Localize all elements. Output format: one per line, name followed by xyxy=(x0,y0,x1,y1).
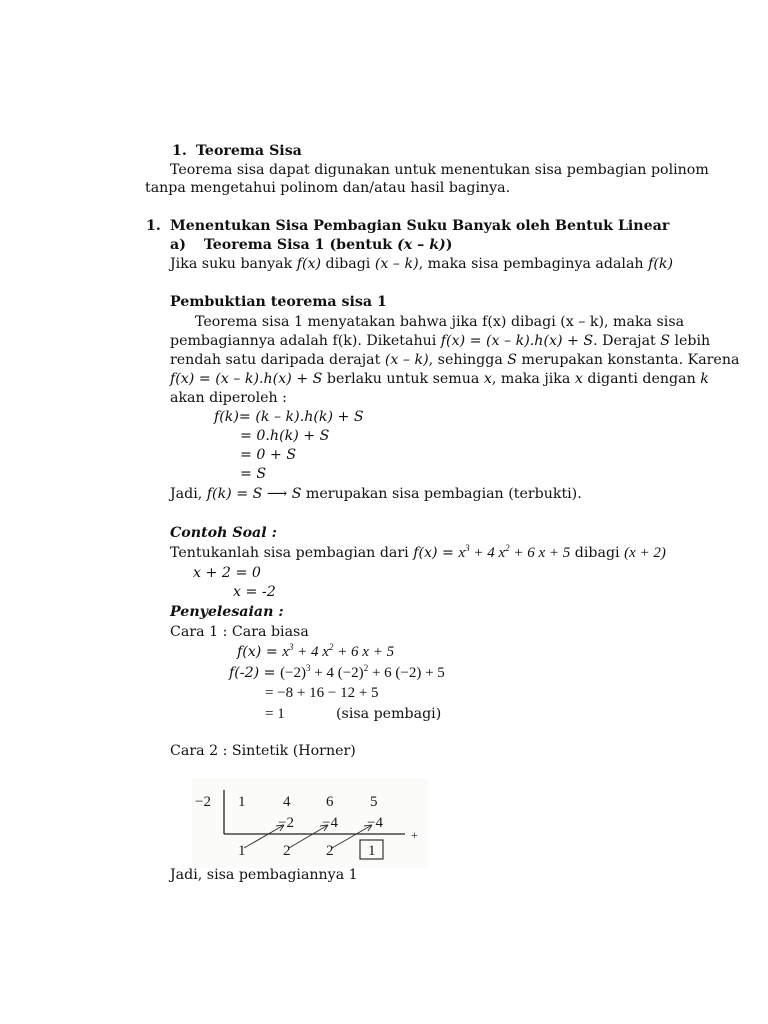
proof-text: merupakan konstanta. Karena xyxy=(521,352,740,368)
proof-line-4 xyxy=(170,370,709,388)
proof-math: (x – k) xyxy=(384,352,429,368)
proof-line-3 xyxy=(170,351,740,369)
horner-product: −4 xyxy=(367,815,383,831)
function-polynomial xyxy=(282,644,394,660)
proof-text: diganti dengan xyxy=(582,371,701,387)
statement-text: Jika suku banyak xyxy=(170,256,297,272)
horner-result: 2 xyxy=(283,843,291,859)
poly-exponent: 2 xyxy=(328,642,334,652)
horner-arrow xyxy=(289,825,328,848)
proof-equation-1: f(k)= (k – k).h(k) + S xyxy=(214,409,364,425)
subsection-title: Menentukan Sisa Pembagian Suku Banyak oleh Bentuk Linear xyxy=(170,218,670,234)
statement-fk: f(k) xyxy=(648,256,673,272)
statement-text: , maka sisa pembaginya adalah xyxy=(418,256,649,272)
substitution xyxy=(280,665,445,681)
proof-line-5: akan diperoleh : xyxy=(170,390,287,406)
proof-math: x xyxy=(574,371,583,387)
theorem-statement xyxy=(170,255,673,273)
proof-conclusion xyxy=(170,485,582,503)
proof-equation-3: = 0 + S xyxy=(240,447,297,463)
conclusion-text: merupakan sisa pembagian (terbukti). xyxy=(301,486,582,502)
proof-text: . Derajat xyxy=(593,333,661,349)
theorem-heading xyxy=(170,236,452,254)
statement-text: dibagi xyxy=(321,256,375,272)
section-number: 1. xyxy=(172,143,187,159)
method-1-line-3: = −8 + 16 − 12 + 5 xyxy=(265,685,379,701)
proof-text: lebih xyxy=(674,333,711,349)
proof-title: Pembuktian teorema sisa 1 xyxy=(170,294,387,310)
horner-result: 2 xyxy=(326,843,334,859)
final-conclusion: Jadi, sisa pembagiannya 1 xyxy=(170,867,358,883)
sub-term: + 4 (−2) xyxy=(310,665,364,681)
theorem-label: a) xyxy=(170,237,186,253)
horner-divisor: −2 xyxy=(195,794,211,810)
theorem-title: Teorema Sisa 1 (bentuk xyxy=(203,237,398,253)
question-divisor: (x + 2) xyxy=(624,545,666,561)
section-title: Teorema Sisa xyxy=(196,143,302,159)
proof-math: x xyxy=(483,371,492,387)
method-1-line-4: = 1 xyxy=(265,706,285,722)
horner-arrows xyxy=(244,825,372,848)
sub-term: (−2) xyxy=(280,665,307,681)
method-2-title: Cara 2 : Sintetik (Horner) xyxy=(170,743,356,759)
section-intro-line-2: tanpa mengetahui polinom dan/atau hasil baginya. xyxy=(145,180,511,196)
theorem-title-end: ) xyxy=(445,237,453,253)
horner-result: 1 xyxy=(238,843,246,859)
subsection-number: 1. xyxy=(146,218,161,234)
theorem-title-expr: (x – k) xyxy=(397,237,446,253)
proof-text: pembagiannya adalah f(k). Diketahui xyxy=(170,333,441,349)
root-step-2: x = -2 xyxy=(233,584,276,600)
horner-coefficient: 1 xyxy=(238,794,246,810)
method-1-line-1 xyxy=(237,643,394,661)
proof-equation-4: = S xyxy=(240,466,267,482)
proof-math: f(x) = (x – k).h(x) + S xyxy=(170,371,323,387)
proof-math: f(x) = (x – k).h(x) + S xyxy=(440,333,594,349)
proof-math: k xyxy=(700,371,709,387)
poly-term: + 4 x xyxy=(469,545,506,561)
solution-title: Penyelesaian : xyxy=(170,604,284,620)
example-title: Contoh Soal : xyxy=(170,525,277,541)
poly-term: x xyxy=(458,545,466,561)
function-label: f(x) = xyxy=(237,644,283,660)
horner-arrow xyxy=(332,825,372,848)
horner-arrow xyxy=(244,825,284,848)
poly-term: + 6 x + 5 xyxy=(333,644,395,660)
sub-term: + 6 (−2) + 5 xyxy=(368,665,445,681)
section-intro-line-1: Teorema sisa dapat digunakan untuk menentukan sisa pembagian polinom xyxy=(170,162,709,178)
proof-text: , maka jika xyxy=(491,371,575,387)
poly-exponent: 3 xyxy=(465,543,470,553)
horner-coefficient: 5 xyxy=(370,794,378,810)
horner-remainder: 1 xyxy=(368,843,376,859)
conclusion-text: Jadi, xyxy=(170,486,207,502)
proof-text: , sehingga xyxy=(428,352,508,368)
horner-product: −4 xyxy=(322,815,338,831)
proof-math: S xyxy=(660,333,670,349)
example-question xyxy=(170,544,666,562)
proof-text: rendah satu daripada derajat xyxy=(170,352,385,368)
function-label: f(-2) = xyxy=(229,665,281,681)
method-1-title: Cara 1 : Cara biasa xyxy=(170,624,309,640)
proof-math: S xyxy=(507,352,518,368)
method-1-note: (sisa pembagi) xyxy=(336,706,442,722)
statement-xk: (x – k) xyxy=(374,256,419,272)
poly-term: + 4 x xyxy=(293,644,329,660)
sub-exponent: 3 xyxy=(306,663,311,673)
method-1-line-2 xyxy=(229,664,445,682)
poly-exponent: 3 xyxy=(288,642,294,652)
horner-plus-sign: + xyxy=(411,828,418,842)
poly-exponent: 2 xyxy=(505,543,510,553)
proof-line-1: Teorema sisa 1 menyatakan bahwa jika f(x) dibagi (x – k), maka sisa xyxy=(195,314,685,330)
conclusion-math: f(k) = S ⟶ S xyxy=(206,486,302,502)
horner-diagram xyxy=(192,778,428,868)
horner-coefficient: 6 xyxy=(326,794,334,810)
horner-coefficient: 4 xyxy=(283,794,291,810)
proof-line-2 xyxy=(170,332,711,350)
horner-product: −2 xyxy=(278,815,294,831)
question-polynomial xyxy=(458,545,570,561)
poly-term: x xyxy=(282,644,289,660)
root-step-1: x + 2 = 0 xyxy=(193,565,261,581)
statement-fx: f(x) xyxy=(296,256,322,272)
sub-exponent: 2 xyxy=(363,663,369,673)
poly-term: + 6 x + 5 xyxy=(509,545,571,561)
proof-equation-2: = 0.h(k) + S xyxy=(240,428,330,444)
question-text: dibagi xyxy=(570,545,625,561)
proof-text: berlaku untuk semua xyxy=(322,371,484,387)
question-text: Tentukanlah sisa pembagian dari xyxy=(170,545,414,561)
question-fx: f(x) = xyxy=(413,545,459,561)
